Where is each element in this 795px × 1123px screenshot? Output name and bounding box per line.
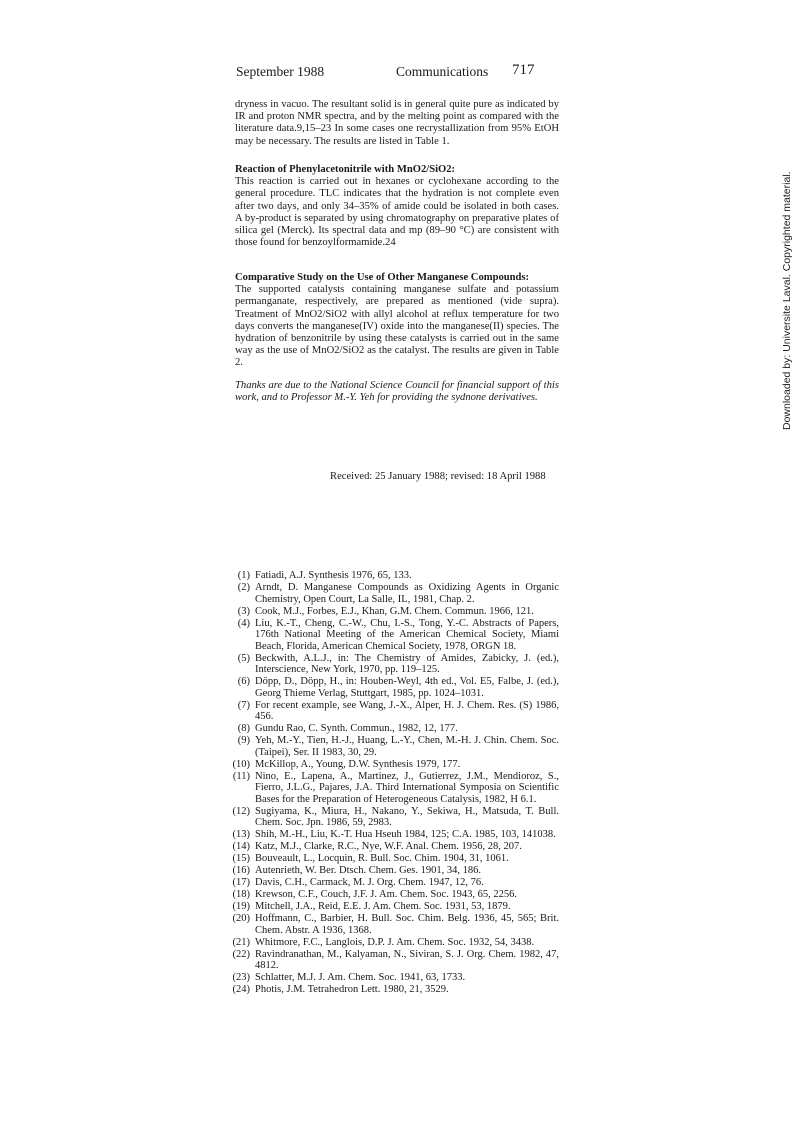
reference-text: Liu, K.-T., Cheng, C.-W., Chu, I.-S., Tong, Y.-C. Abstracts of Papers, 176th National Meeting of the American Chemical Society, Miami Beach, Florida, American Chemical Society, 1978, ORGN 18. (255, 617, 559, 652)
reference-number: (16) (232, 865, 250, 876)
reference-item (228, 723, 559, 735)
reference-text: Gundu Rao, C. Synth. Commun., 1982, 12, 177. (255, 723, 458, 734)
reference-number: (3) (237, 605, 250, 617)
reference-number: (6) (237, 676, 250, 687)
intro-paragraph-block (235, 99, 559, 148)
reference-text: Cook, M.J., Forbes, E.J., Khan, G.M. Chem. Commun. 1966, 121. (255, 605, 534, 617)
section-title: Comparative Study on the Use of Other Manganese Compounds: (235, 272, 530, 283)
reference-text: Arndt, D. Manganese Compounds as Oxidizing Agents in Organic Chemistry, Open Court, La Salle, IL, 1981, Chap. 2. (255, 582, 559, 605)
reference-number: (5) (237, 652, 250, 664)
reference-number: (12) (232, 805, 250, 817)
reference-text: Ravindranathan, M., Kalyaman, N., Siviran, S. J. Org. Chem. 1982, 47, 4812. (255, 948, 559, 971)
reference-number: (19) (232, 901, 250, 912)
reference-item (228, 984, 559, 996)
reference-number: (24) (232, 984, 250, 995)
reference-item (228, 582, 559, 605)
reference-text: Katz, M.J., Clarke, R.C., Nye, W.F. Anal. Chem. 1956, 28, 207. (255, 841, 522, 852)
reference-text: Bouveault, L., Locquin, R. Bull. Soc. Chim. 1904, 31, 1061. (255, 853, 509, 864)
running-header-date: September 1988 (236, 64, 325, 79)
reference-number: (22) (232, 948, 250, 960)
reference-text: Autenrieth, W. Ber. Dtsch. Chem. Ges. 1901, 34, 186. (255, 865, 482, 876)
reference-item (228, 877, 559, 889)
reference-number: (15) (232, 853, 250, 864)
reference-item (228, 949, 559, 972)
reference-number: (14) (232, 841, 250, 852)
section-title: Reaction of Phenylacetonitrile with MnO2/SiO2: (235, 164, 456, 175)
reference-text: Sugiyama, K., Miura, H., Nakano, Y., Sekiwa, H., Matsuda, T. Bull. Chem. Soc. Jpn. 1986, 59, 2983. (255, 805, 559, 828)
reference-item (228, 759, 559, 771)
reference-number: (20) (232, 913, 250, 924)
reference-text: Mitchell, J.A., Reid, E.E. J. Am. Chem. Soc. 1931, 53, 1879. (255, 901, 511, 912)
intro-paragraph: dryness in vacuo. The resultant solid is in general quite pure as indicated by IR and proton NMR spectra, and by the melting point as compared with the literature data.9,15–23 In some cases one recrystallization from 95% EtOH may be necessary. The results are listed in Table 1. (235, 99, 559, 147)
section-body: This reaction is carried out in hexanes or cyclohexane according to the general procedure. TLC indicates that the hydration is not complete even after two days, and only 34–35% of amide could be isolated in both cases. A by-product is separated by using chromatography on preparative plates of silica gel (Merck). Its spectral data and mp (89–90 °C) are consistent with those found for benzoylformamide.24 (235, 176, 559, 249)
reference-text: Hoffmann, C., Barbier, H. Bull. Soc. Chim. Belg. 1936, 45, 565; Brit. Chem. Abstr. A 1936, 1368. (255, 913, 559, 936)
reference-number: (13) (232, 829, 250, 840)
reference-text: Fatiadi, A.J. Synthesis 1976, 65, 133. (255, 570, 412, 581)
reference-item (228, 972, 559, 984)
reference-text: Schlatter, M.J. J. Am. Chem. Soc. 1941, 63, 1733. (255, 972, 466, 983)
reference-number: (2) (237, 582, 250, 593)
reference-item (228, 676, 559, 699)
reference-number: (23) (232, 972, 250, 983)
reference-text: Döpp, D., Döpp, H., in: Houben-Weyl, 4th ed., Vol. E5, Falbe, J. (ed.), Georg Thieme Verlag, Stuttgart, 1985, pp. 1024–1031. (255, 676, 559, 699)
reference-item (228, 700, 559, 723)
reference-text: Whitmore, F.C., Langlois, D.P. J. Am. Chem. Soc. 1932, 54, 3438. (255, 936, 535, 948)
reference-item (228, 889, 559, 901)
reference-item (228, 653, 559, 676)
reference-number: (4) (237, 617, 250, 629)
reference-text: Davis, C.H., Carmack, M. J. Org. Chem. 1947, 12, 76. (255, 877, 484, 888)
reference-item (228, 901, 559, 913)
reference-list (228, 570, 559, 996)
reference-item (228, 771, 559, 806)
reference-item (228, 606, 559, 618)
reference-text: For recent example, see Wang, J.-X., Alper, H. J. Chem. Res. (S) 1986, 456. (255, 699, 559, 722)
reference-number: (7) (237, 699, 250, 711)
reference-number: (17) (232, 877, 250, 888)
page-number: 717 (512, 62, 535, 78)
reference-item (228, 841, 559, 853)
section-body: The supported catalysts containing manganese sulfate and potassium permanganate, respectively, are prepared as mentioned (vide supra). Treatment of MnO2/SiO2 with allyl alcohol at reflux temperature for two days converts the manganese(IV) oxide into the manganese(II) species. The hydration of benzonitrile by using these catalysts is carried out in the same way as the use of MnO2/SiO2 as the catalyst. The results are given in Table 2. (235, 284, 559, 369)
reference-text: Yeh, M.-Y., Tien, H.-J., Huang, L.-Y., Chen, M.-H. J. Chin. Chem. Soc. (Taipei), Ser. II 1983, 30, 29. (255, 735, 559, 758)
reference-item (228, 913, 559, 936)
reference-item (228, 618, 559, 653)
received-dates: Received: 25 January 1988; revised: 18 April 1988 (330, 471, 546, 482)
reference-number: (9) (237, 735, 250, 746)
reference-text: Photis, J.M. Tetrahedron Lett. 1980, 21, 3529. (255, 984, 449, 995)
reference-number: (18) (232, 889, 250, 900)
reference-number: (11) (232, 770, 250, 782)
reference-item (228, 829, 559, 841)
reference-item (228, 806, 559, 829)
reference-text: Shih, M.-H., Liu, K.-T. Hua Hseuh 1984, 125; C.A. 1985, 103, 141038. (255, 829, 556, 840)
reference-number: (8) (237, 723, 250, 734)
reference-text: Nino, E., Lapena, A., Martinez, J., Gutierrez, J.M., Mendioroz, S., Fierro, J.L.G., Pajares, J.A. Third International Symposia on Scientific Bases for the Preparation of Heterogeneous Catalysis, 1982, H 6.1. (255, 770, 559, 805)
reference-item (228, 865, 559, 877)
running-header-section: Communications (396, 64, 489, 79)
reference-text: Krewson, C.F., Couch, J.F. J. Am. Chem. Soc. 1943, 65, 2256. (255, 889, 517, 900)
reference-number: (10) (232, 758, 250, 770)
reference-text: McKillop, A., Young, D.W. Synthesis 1979, 177. (255, 758, 461, 770)
reference-item (228, 570, 559, 582)
download-watermark: Downloaded by: Universite Laval. Copyrighted material. (781, 171, 793, 430)
reference-number: (21) (232, 936, 250, 948)
reference-item (228, 937, 559, 949)
section-phenylacetonitrile (235, 164, 559, 249)
section-manganese-compounds (235, 272, 559, 370)
acknowledgment-block (235, 380, 559, 404)
reference-item (228, 735, 559, 758)
reference-number: (1) (237, 570, 250, 581)
reference-item (228, 853, 559, 865)
reference-text: Beckwith, A.L.J., in: The Chemistry of Amides, Zabicky, J. (ed.), Interscience, New York, 1970, pp. 119–125. (255, 652, 559, 675)
acknowledgment-text: Thanks are due to the National Science Council for financial support of this work, and to Professor M.-Y. Yeh for providing the sydnone derivatives. (235, 380, 559, 404)
